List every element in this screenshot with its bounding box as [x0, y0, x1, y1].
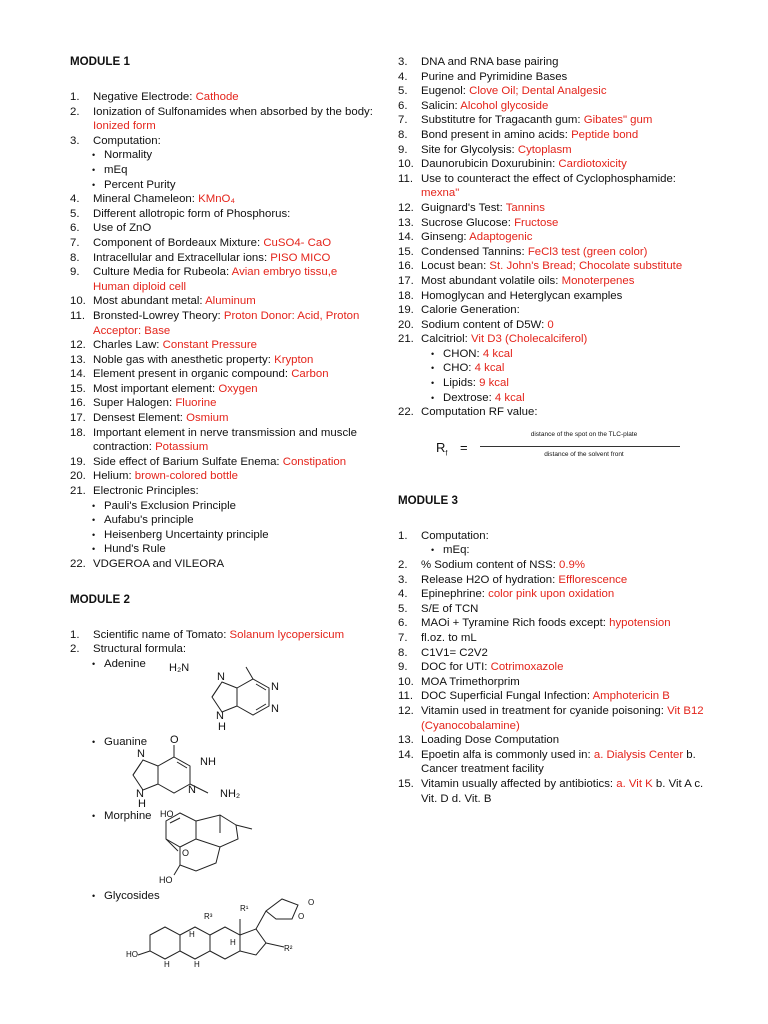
list-item — [70, 628, 375, 643]
question: Vitamin usually affected by antibiotics: — [421, 777, 617, 790]
answer: color pink upon oxidation — [488, 588, 615, 601]
answer: Cytoplasm — [517, 143, 572, 156]
question: Ionization of Sulfonamides when absorbed by the body: — [93, 105, 373, 118]
molecule-label: H — [164, 959, 170, 969]
question: Guignard's Test: — [421, 201, 506, 214]
question: Negative Electrode: — [93, 91, 196, 103]
item-number: 6. — [398, 617, 408, 630]
answer: Constipation — [282, 455, 347, 468]
item-number: 8. — [398, 128, 408, 141]
molecule-label: NH₂ — [220, 787, 241, 800]
molecule-label: O — [170, 734, 179, 746]
question: MOA Trimethorprim — [421, 675, 520, 688]
question: Bond present in amino acids: — [421, 128, 572, 141]
list-item — [398, 99, 716, 114]
list-item — [398, 201, 716, 216]
item-number: 7. — [398, 632, 408, 644]
answer-rest: b. Vit A c. Vit. D d. Vit. B — [421, 777, 704, 805]
answer: Adaptogenic — [469, 231, 533, 244]
molecule-label: N — [271, 680, 279, 693]
item-number: 6. — [398, 99, 408, 112]
molecule-label: H — [189, 929, 195, 939]
question: C1V1= C2V2 — [421, 646, 488, 659]
item-number: 15. — [70, 382, 86, 395]
module-1-heading: MODULE 1 — [70, 55, 130, 68]
answer: Fructose — [514, 216, 559, 229]
rf-letter: R — [436, 439, 446, 455]
list-item — [398, 274, 716, 289]
answer: Gibates" gum — [583, 114, 653, 127]
list-item — [398, 689, 716, 704]
list-item — [398, 660, 716, 675]
bullet-item: • Percent Purity — [70, 178, 375, 193]
molecule-label: O — [308, 897, 315, 907]
question: Most abundant volatile oils: — [421, 274, 562, 287]
item-number: 4. — [398, 70, 408, 83]
rf-symbol — [436, 440, 447, 458]
bullet-answer: 4 kcal — [474, 362, 505, 375]
item-number: 4. — [398, 588, 408, 601]
question: Calcitriol: — [421, 333, 472, 346]
question: Use of ZnO — [93, 222, 152, 235]
list-item — [70, 265, 375, 294]
list-item — [70, 105, 375, 134]
answer: Avian embryo tissu,e Human diploid cell — [93, 266, 338, 293]
answer: St. John's Bread; Chocolate substitute — [489, 260, 683, 273]
list-item — [398, 733, 716, 748]
answer: Vit D3 (Cholecalciferol) — [471, 333, 588, 346]
answer: Fluorine — [175, 397, 217, 410]
adenine-structure — [70, 657, 375, 731]
bullet-item — [398, 347, 716, 362]
list-item — [70, 426, 375, 455]
molecule-label: H — [194, 959, 200, 969]
list-item — [398, 777, 716, 806]
item-number: 14. — [398, 748, 414, 761]
item-number: 11. — [70, 309, 85, 322]
molecule-label: HO — [126, 949, 138, 959]
bullet-item: • Guanine — [70, 735, 147, 750]
question: Charles Law: — [93, 339, 163, 352]
bullet-item: • Aufabu's principle — [70, 513, 375, 528]
answer: mexna" — [421, 187, 460, 200]
bullet-label: CHON: — [443, 347, 483, 360]
molecule-label: NH — [200, 755, 216, 768]
list-item — [398, 646, 716, 661]
question: Helium: — [93, 470, 135, 483]
item-number: 1. — [398, 529, 408, 542]
item-number: 9. — [398, 661, 408, 674]
rf-subscript: f — [445, 450, 448, 458]
list-item — [70, 207, 375, 222]
list-item — [398, 602, 716, 617]
molecule-label: H₂N — [169, 661, 190, 674]
list-item — [398, 259, 716, 274]
question: VDGEROA and VILEORA — [93, 558, 225, 570]
question: Noble gas with anesthetic property: — [93, 353, 275, 366]
list-item — [70, 236, 375, 251]
guanine-structure — [70, 735, 375, 807]
bullet-answer: 4 kcal — [494, 391, 525, 404]
list-item — [70, 338, 375, 353]
item-number: 16. — [70, 397, 86, 410]
item-number: 17. — [398, 274, 414, 287]
question: Epoetin alfa is commonly used in: — [421, 748, 594, 761]
question: % Sodium content of NSS: — [421, 559, 560, 572]
item-number: 14. — [398, 231, 414, 244]
question: Culture Media for Rubeola: — [93, 266, 232, 279]
list-item — [398, 405, 716, 420]
question: Sucrose Glucose: — [421, 216, 515, 229]
question: DOC for UTI: — [421, 661, 491, 674]
item-number: 2. — [70, 105, 80, 118]
list-item — [398, 587, 716, 602]
bullet-item — [398, 361, 716, 376]
list-item — [398, 172, 716, 201]
answer: Peptide bond — [571, 128, 639, 141]
list-item — [398, 675, 716, 690]
item-number: 13. — [70, 353, 86, 366]
item-number: 2. — [70, 643, 80, 656]
molecule-label: HO — [160, 808, 174, 819]
question: MAOi + Tyramine Rich foods except: — [421, 617, 610, 630]
bullet-item: • Adenine — [70, 657, 146, 672]
item-number: 4. — [70, 193, 80, 206]
answer: brown-colored bottle — [134, 470, 238, 483]
question: Computation: — [421, 529, 489, 542]
item-number: 10. — [398, 675, 414, 688]
list-item — [398, 143, 716, 158]
list-item — [70, 411, 375, 426]
question: Element present in organic compound: — [93, 368, 292, 381]
answer: a. Vit K — [616, 777, 653, 790]
list-item — [70, 469, 375, 484]
question: Side effect of Barium Sulfate Enema: — [93, 455, 283, 468]
bullet-item: • mEq: — [398, 543, 716, 558]
molecule-label: O — [298, 911, 305, 921]
question: Salicin: — [421, 99, 461, 112]
answer: KMnO₄ — [198, 193, 236, 206]
answer: Cardiotoxicity — [558, 158, 627, 171]
question: Scientific name of Tomato: — [93, 628, 230, 641]
item-number: 5. — [70, 207, 80, 220]
question: Release H2O of hydration: — [421, 573, 559, 586]
item-number: 10. — [70, 295, 86, 308]
question: Vitamin used in treatment for cyanide poisoning: — [421, 704, 668, 717]
bullet-answer: 4 kcal — [482, 347, 513, 360]
question: Densest Element: — [93, 412, 187, 425]
question: Ginseng: — [421, 231, 470, 244]
item-number: 8. — [398, 646, 408, 659]
item-number: 13. — [398, 734, 414, 747]
list-item — [398, 216, 716, 231]
list-item — [70, 455, 375, 470]
answer: Cathode — [195, 91, 239, 103]
list-item — [70, 396, 375, 411]
answer: Tannins — [505, 201, 545, 214]
question: Computation RF value: — [421, 406, 538, 419]
item-number: 7. — [398, 114, 408, 127]
bullet-item — [398, 376, 716, 391]
answer: FeCl3 test (green color) — [527, 245, 648, 258]
molecule-label: R³ — [204, 911, 213, 921]
molecule-label: H — [230, 937, 236, 947]
item-number: 11. — [398, 172, 413, 185]
list-item — [398, 303, 716, 318]
rf-formula — [436, 428, 716, 466]
question: Component of Bordeaux Mixture: — [93, 236, 264, 249]
item-number: 21. — [70, 485, 86, 498]
rf-equals: = — [460, 439, 468, 455]
question: DNA and RNA base pairing — [421, 56, 559, 68]
item-number: 13. — [398, 216, 414, 229]
question: Bronsted-Lowrey Theory: — [93, 309, 224, 322]
question: Use to counteract the effect of Cyclophosphamide: — [421, 172, 676, 185]
answer: CuSO4- CaO — [263, 236, 332, 249]
list-item — [398, 332, 716, 347]
item-number: 16. — [398, 260, 414, 273]
item-number: 3. — [70, 134, 80, 147]
item-number: 18. — [398, 289, 414, 302]
item-number: 21. — [398, 333, 414, 346]
list-item — [70, 484, 375, 499]
question: Sodium content of D5W: — [421, 318, 548, 331]
item-number: 19. — [70, 455, 86, 468]
molecule-label: HO — [159, 874, 173, 883]
bullet-label: Dextrose: — [443, 391, 495, 404]
answer-rest: b. Cancer treatment facility — [421, 748, 696, 776]
answer: Cotrimoxazole — [490, 661, 564, 674]
question: Condensed Tannins: — [421, 245, 528, 258]
list-item — [398, 113, 716, 128]
bullet-label: Lipids: — [443, 377, 480, 390]
item-number: 3. — [398, 56, 408, 68]
item-number: 9. — [398, 143, 408, 156]
question: Substitutre for Tragacanth gum: — [421, 114, 584, 127]
molecule-label: N — [188, 783, 196, 796]
question: Homoglycan and Heterglycan examples — [421, 289, 623, 302]
question: S/E of TCN — [421, 602, 479, 615]
item-number: 11. — [398, 690, 413, 703]
list-item — [70, 353, 375, 368]
rf-denominator: distance of the solvent front — [544, 450, 624, 458]
list-item — [70, 251, 375, 266]
list-item — [70, 221, 375, 236]
list-item — [398, 289, 716, 304]
answer: PISO MICO — [270, 251, 331, 264]
item-number: 1. — [70, 628, 80, 641]
molecule-label: R¹ — [240, 903, 249, 913]
item-number: 15. — [398, 245, 414, 258]
question: Different allotropic form of Phosphorus: — [93, 207, 291, 220]
list-item — [70, 90, 375, 105]
list-item — [398, 573, 716, 588]
answer: Efflorescence — [558, 573, 628, 586]
list-item — [398, 55, 716, 70]
item-number: 22. — [70, 558, 86, 570]
answer: Aluminum — [205, 295, 256, 308]
item-number: 8. — [70, 251, 80, 264]
answer: Monoterpenes — [561, 274, 635, 287]
bullet-item — [398, 391, 716, 406]
list-item — [398, 704, 716, 733]
bullet-item: • Normality — [70, 148, 375, 163]
molecule-label: O — [182, 847, 190, 858]
bullet-item: • Glycosides — [70, 889, 160, 904]
answer: Solanum lycopersicum — [229, 628, 345, 641]
list-item — [398, 157, 716, 172]
list-item — [70, 294, 375, 309]
question: Purine and Pyrimidine Bases — [421, 70, 568, 83]
item-number: 12. — [70, 339, 86, 352]
item-number: 12. — [398, 704, 414, 717]
list-item — [398, 230, 716, 245]
list-item — [398, 84, 716, 99]
answer: Proton Donor: Acid, Proton Acceptor: Base — [93, 309, 360, 337]
answer: Potassium — [155, 441, 209, 454]
bullet-answer: 9 kcal — [479, 377, 509, 390]
module-3-heading: MODULE 3 — [398, 493, 458, 507]
question: Loading Dose Computation — [421, 734, 560, 747]
question: Epinephrine: — [421, 588, 489, 601]
list-item — [398, 245, 716, 260]
molecule-label: N — [217, 670, 225, 683]
question: Electronic Principles: — [93, 485, 199, 498]
question: Computation: — [93, 134, 161, 147]
answer: Oxygen — [218, 382, 258, 395]
bullet-label: CHO: — [443, 362, 475, 375]
answer: Alcohol glycoside — [460, 99, 549, 112]
question: Most abundant metal: — [93, 295, 206, 308]
molecule-label: N — [136, 787, 144, 800]
answer: 0 — [547, 318, 554, 331]
item-number: 22. — [398, 406, 414, 419]
list-item — [70, 309, 375, 338]
question: Calorie Generation: — [421, 304, 520, 317]
answer: Clove Oil; Dental Analgesic — [469, 85, 607, 98]
answer: Osmium — [186, 412, 229, 425]
answer: Ionized form — [93, 120, 156, 133]
list-item — [398, 70, 716, 85]
fraction-bar — [480, 446, 680, 447]
item-number: 3. — [398, 573, 408, 586]
answer: Constant Pressure — [162, 339, 257, 352]
list-item — [70, 557, 375, 572]
item-number: 6. — [70, 222, 80, 235]
rf-numerator: distance of the spot on the TLC-plate — [530, 430, 638, 438]
item-number: 10. — [398, 158, 414, 171]
list-item — [70, 134, 375, 149]
list-item — [398, 318, 716, 333]
answer: hypotension — [609, 617, 671, 630]
question: Structural formula: — [93, 643, 187, 656]
question: Daunorubicin Doxurubinin: — [421, 158, 559, 171]
question: Important element in nerve transmission and muscle contraction: — [93, 426, 358, 454]
list-item — [398, 558, 716, 573]
item-number: 20. — [70, 470, 86, 483]
molecule-label: H — [138, 797, 146, 807]
list-item — [398, 748, 716, 777]
list-item — [70, 382, 375, 397]
glycosides-structure — [70, 889, 375, 969]
item-number: 12. — [398, 201, 414, 214]
question: Super Halogen: — [93, 397, 176, 410]
item-number: 9. — [70, 266, 80, 279]
molecule-label: H — [218, 720, 226, 731]
question: Eugenol: — [421, 85, 470, 98]
molecule-label: N — [216, 709, 224, 722]
item-number: 18. — [70, 426, 86, 439]
item-number: 2. — [398, 559, 408, 572]
question: Most important element: — [93, 382, 219, 395]
list-item — [398, 529, 716, 544]
item-number: 15. — [398, 777, 414, 790]
bullet-item: • Pauli's Exclusion Principle — [70, 499, 375, 514]
molecule-label: N — [271, 702, 279, 715]
question: Site for Glycolysis: — [421, 143, 518, 156]
module-2-heading: MODULE 2 — [70, 592, 130, 606]
left-column — [70, 55, 375, 969]
question: fl.oz. to mL — [421, 632, 477, 644]
bullet-item: • Hund's Rule — [70, 542, 375, 557]
item-number: 20. — [398, 318, 414, 331]
list-item — [398, 631, 716, 646]
question: Locust bean: — [421, 260, 490, 273]
right-column — [398, 55, 716, 806]
list-item — [70, 642, 375, 657]
item-number: 1. — [70, 91, 80, 103]
list-item — [398, 616, 716, 631]
item-number: 5. — [398, 85, 408, 98]
item-number: 19. — [398, 304, 414, 317]
answer: Carbon — [291, 368, 329, 381]
molecule-label: R² — [284, 943, 293, 953]
answer: Krypton — [274, 353, 314, 366]
bullet-item: • mEq — [70, 163, 375, 178]
item-number: 7. — [70, 236, 80, 249]
question: Mineral Chameleon: — [93, 193, 199, 206]
answer: a. Dialysis Center — [593, 748, 684, 761]
list-item — [398, 128, 716, 143]
item-number: 14. — [70, 368, 86, 381]
answer: Vit B12 (Cyanocobalamine) — [421, 704, 704, 732]
list-item — [70, 367, 375, 382]
molecule-label: N — [137, 747, 145, 760]
answer: 0.9% — [559, 559, 585, 572]
question: DOC Superficial Fungal Infection: — [421, 690, 593, 703]
morphine-structure — [70, 809, 375, 883]
answer: Amphotericin B — [592, 690, 670, 703]
bullet-item: • Morphine — [70, 809, 152, 824]
item-number: 5. — [398, 602, 408, 615]
question: Intracellular and Extracellular ions: — [93, 251, 271, 264]
item-number: 17. — [70, 412, 86, 425]
bullet-item: • Heisenberg Uncertainty principle — [70, 528, 375, 543]
list-item — [70, 192, 375, 207]
